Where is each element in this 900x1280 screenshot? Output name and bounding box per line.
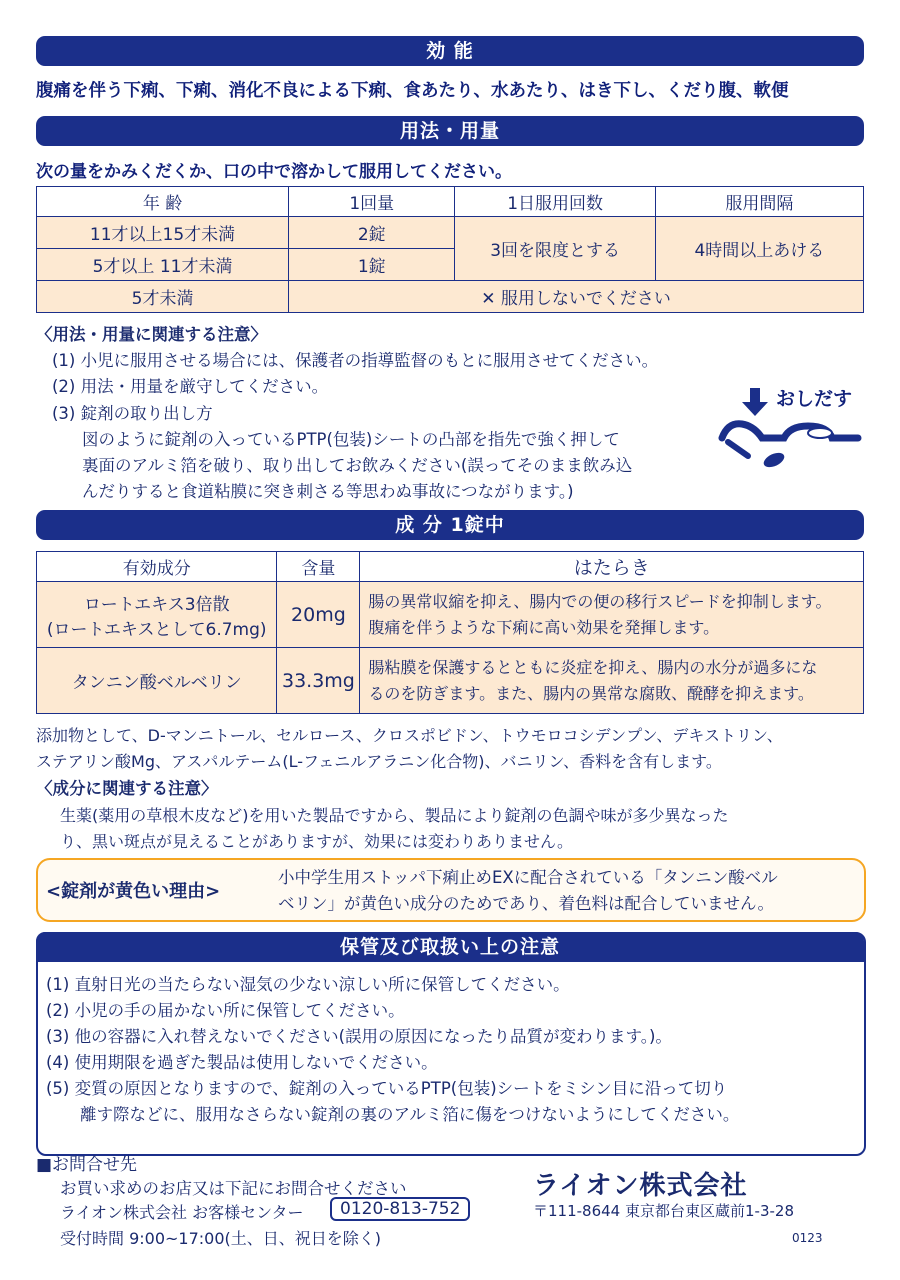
contact-line: お買い求めのお店又は下記にお問合せください <box>60 1179 407 1198</box>
ingredient-effect: 腹痛を伴うような下痢に高い効果を発揮します。 <box>368 617 720 637</box>
ingredient-name: ロートエキス3倍散 <box>83 594 230 615</box>
yellow-reason-label: <錠剤が黄色い理由> <box>46 881 221 902</box>
yellow-reason-text: 小中学生用ストッパ下痢止めEXに配合されている「タンニン酸ベル <box>278 868 778 887</box>
ingredient-note: り、黒い斑点が見えることがありますが、効果には変わりありません。 <box>60 832 573 851</box>
print-code: 0123 <box>792 1231 823 1245</box>
dosage-intro: 次の量をかみくだくか、口の中で溶かして服用してください。 <box>36 162 512 182</box>
ptp-push-illustration <box>718 382 868 472</box>
ingredient-name: タンニン酸ベルベリン <box>37 648 277 714</box>
ingredient-effect-cell <box>360 582 864 648</box>
dosage-note: (2) 用法・用量を厳守してください。 <box>52 377 329 396</box>
age-cell: 11才以上15才未満 <box>37 217 289 249</box>
contact-hours: 受付時間 9:00~17:00(土、日、祝日を除く) <box>60 1229 382 1248</box>
amount-cell: 2錠 <box>289 217 455 249</box>
contact-center: ライオン株式会社 お客様センター <box>60 1203 304 1222</box>
col-function: はたらき <box>360 552 864 582</box>
age-cell: 5才以上 11才未満 <box>37 249 289 281</box>
col-content: 含量 <box>277 552 360 582</box>
under5-warning: ✕ 服用しないでください <box>289 281 864 313</box>
storage-item: 離す際などに、服用なさらない錠剤の裏のアルミ箔に傷をつけないようにしてください。 <box>80 1105 740 1124</box>
phone-number[interactable]: 0120-813-752 <box>330 1197 470 1221</box>
additives-text: 添加物として、D-マンニトール、セルロース、クロスポビドン、トウモロコシデンプン、デキストリン、 <box>36 726 783 745</box>
ingredient-name-sub: (ロートエキスとして6.7mg) <box>46 619 267 640</box>
col-ingredient: 有効成分 <box>37 552 277 582</box>
push-label: おしだす <box>776 388 853 410</box>
ingredient-amount: 33.3mg <box>277 648 360 714</box>
ingredients-header: 成 分 1錠中 <box>36 510 864 540</box>
interval-cell: 4時間以上あける <box>655 217 863 281</box>
dosage-note-body: 裏面のアルミ箔を破り、取り出してお飲みください(誤ってそのまま飲み込 <box>82 456 633 475</box>
times-cell: 3回を限度とする <box>455 217 655 281</box>
additives-text: ステアリン酸Mg、アスパルテーム(L-フェニルアラニン化合物)、バニリン、香料を含有します。 <box>36 752 722 771</box>
ingredient-effect: 腸の異常収縮を抑え、腸内での便の移行スピードを抑制します。 <box>368 591 832 611</box>
col-age: 年 齢 <box>37 187 289 217</box>
efficacy-header: 効 能 <box>36 36 864 66</box>
dosage-note-body: んだりすると食道粘膜に突き刺さる等思わぬ事故につながります。) <box>82 482 574 501</box>
company-address: 〒111-8644 東京都台東区蔵前1-3-28 <box>533 1202 794 1220</box>
storage-item: (4) 使用期限を過ぎた製品は使用しないでください。 <box>46 1053 438 1072</box>
ingredient-name-cell <box>37 582 277 648</box>
dosage-header: 用法・用量 <box>36 116 864 146</box>
contact-title: ■お問合せ先 <box>36 1155 138 1175</box>
storage-header: 保管及び取扱い上の注意 <box>36 932 864 962</box>
col-amount: 1回量 <box>289 187 455 217</box>
dosage-note: (3) 錠剤の取り出し方 <box>52 404 213 423</box>
storage-item: (2) 小児の手の届かない所に保管してください。 <box>46 1001 405 1020</box>
dosage-note-body: 図のように錠剤の入っているPTP(包装)シートの凸部を指先で強く押して <box>82 430 620 449</box>
col-times: 1日服用回数 <box>455 187 655 217</box>
ingredient-effect: 腸粘膜を保護するとともに炎症を抑え、腸内の水分が過多にな <box>368 657 818 677</box>
col-interval: 服用間隔 <box>655 187 863 217</box>
ingredient-notes-title: 〈成分に関連する注意〉 <box>36 779 218 798</box>
storage-item: (3) 他の容器に入れ替えないでください(誤用の原因になったり品質が変わります。)。 <box>46 1027 672 1046</box>
dosage-note: (1) 小児に服用させる場合には、保護者の指導監督のもとに服用させてください。 <box>52 351 659 370</box>
ingredients-table <box>36 551 864 714</box>
ingredient-amount: 20mg <box>277 582 360 648</box>
efficacy-text: 腹痛を伴う下痢、下痢、消化不良による下痢、食あたり、水あたり、はき下し、くだり腹、軟便 <box>36 81 789 101</box>
age-cell: 5才未満 <box>37 281 289 313</box>
yellow-reason-text: ベリン」が黄色い成分のためであり、着色料は配合していません。 <box>278 894 774 913</box>
ingredient-effect: るのを防ぎます。また、腸内の異常な腐敗、醗酵を抑えます。 <box>368 683 814 703</box>
amount-cell: 1錠 <box>289 249 455 281</box>
storage-item: (5) 変質の原因となりますので、錠剤の入っているPTP(包装)シートをミシン目に沿って切り <box>46 1079 728 1098</box>
dosage-notes-title: 〈用法・用量に関連する注意〉 <box>36 325 267 344</box>
dosage-table <box>36 186 864 313</box>
storage-item: (1) 直射日光の当たらない湿気の少ない涼しい所に保管してください。 <box>46 975 570 994</box>
ingredient-note: 生薬(薬用の草根木皮など)を用いた製品ですから、製品により錠剤の色調や味が多少異なった <box>60 806 729 825</box>
company-name: ライオン株式会社 <box>533 1171 748 1201</box>
ingredient-effect-cell <box>360 648 864 714</box>
